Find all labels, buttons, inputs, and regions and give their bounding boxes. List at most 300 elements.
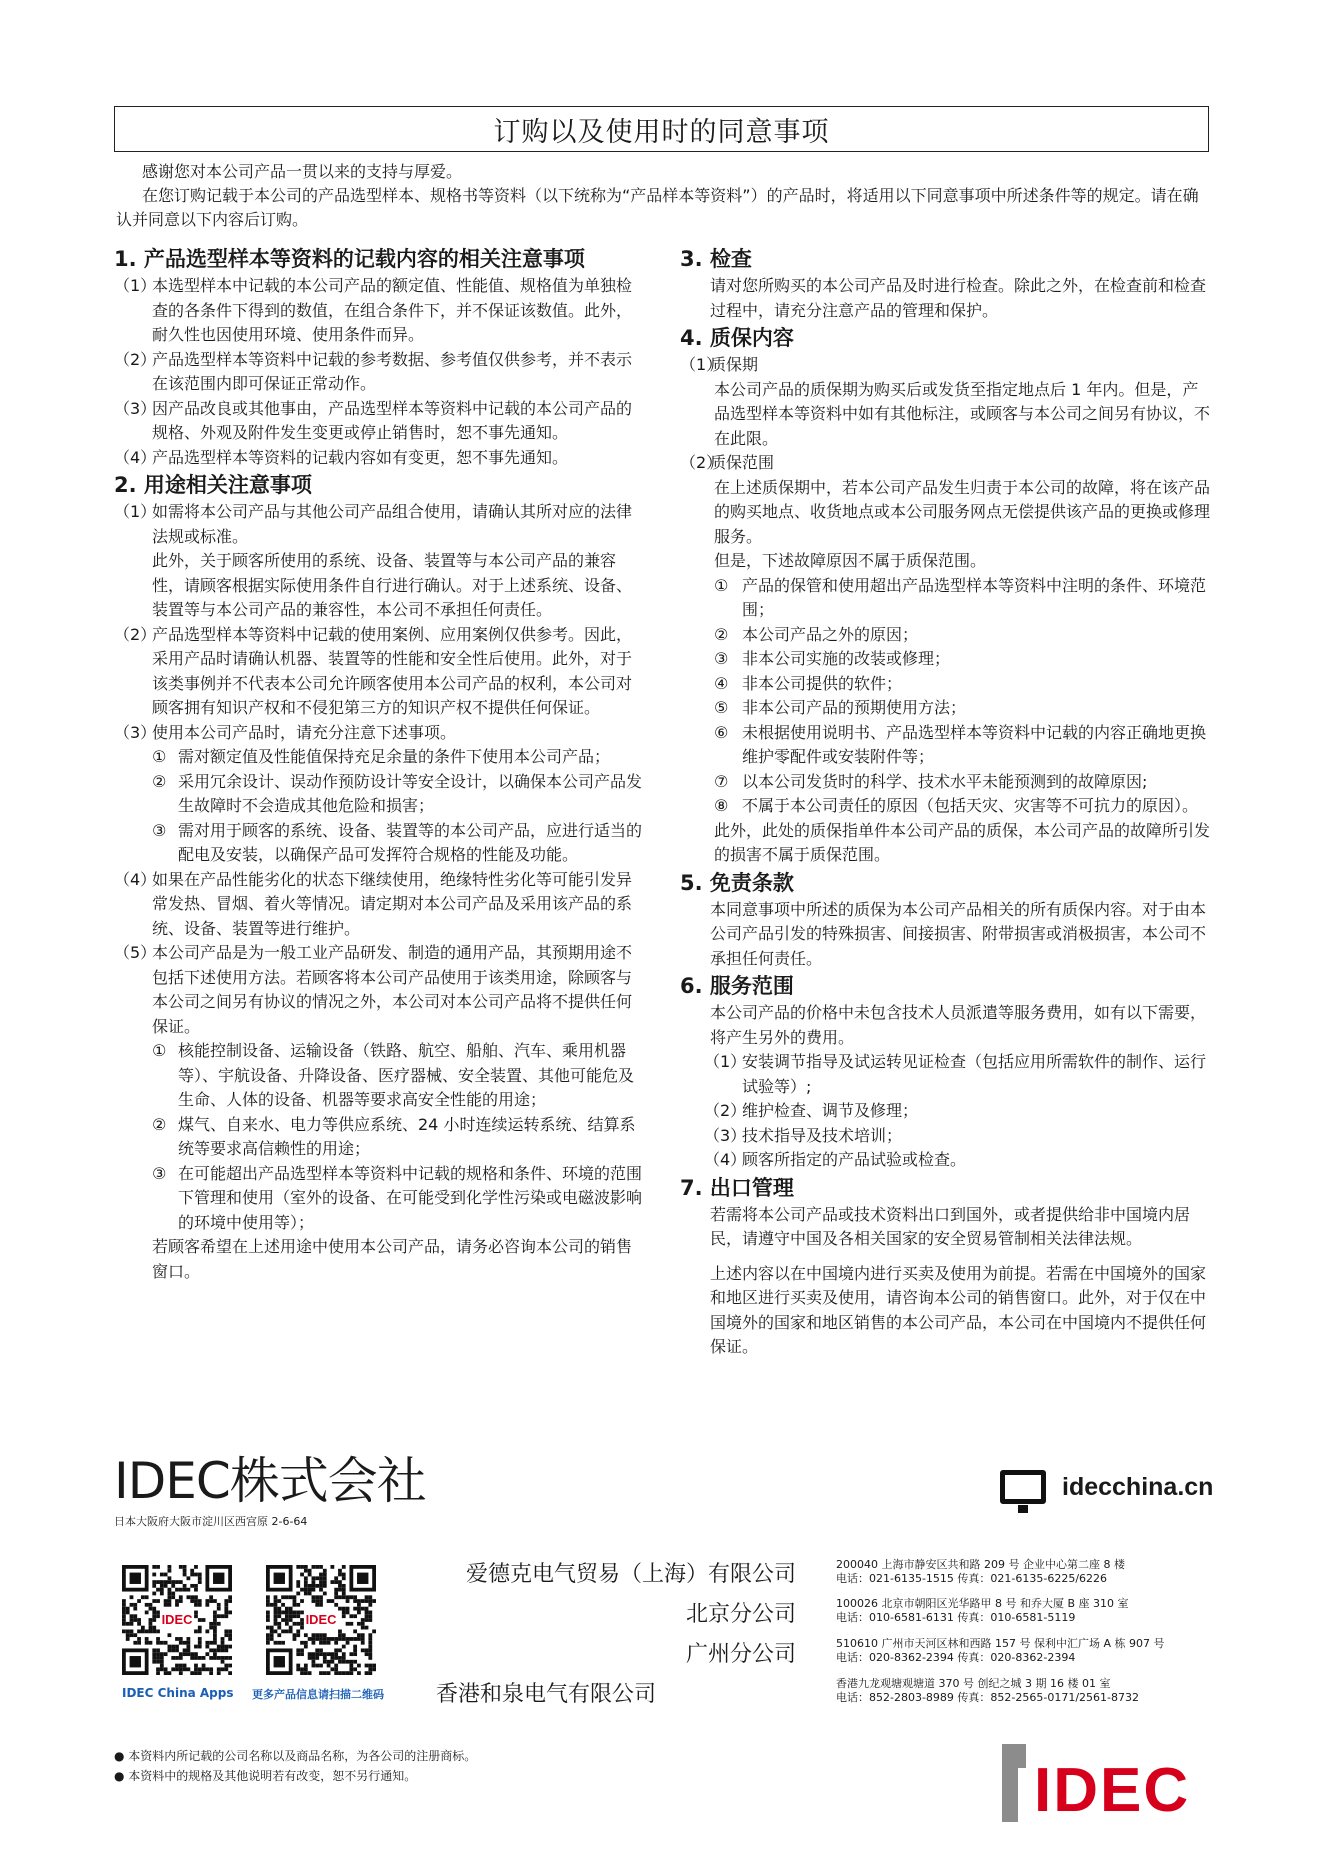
qr-module (315, 1603, 319, 1607)
qr-module (213, 1656, 217, 1660)
s3-text: 请对您所购买的本公司产品及时进行检查。除此之外，在检查前和检查过程中，请充分注意产品的管理和保护。 (710, 276, 1207, 320)
item-text: 本公司产品是为一般工业产品研发、制造的通用产品，其预期用途不包括下述使用方法。若顾客将本公司产品使用于该类用途，除顾客与本公司之间另有协议的情况之外，本公司对本公司产品将不提供任何保证。 (152, 943, 633, 1036)
address-line: 510610 广州市天河区林和西路 157 号 保利中汇广场 A 栋 907 号 (836, 1637, 1165, 1650)
qr-module (338, 1607, 342, 1611)
qr-module (368, 1664, 372, 1668)
qr-module (168, 1648, 172, 1652)
qr-module (213, 1629, 217, 1633)
qr-module (342, 1588, 346, 1592)
qr-module (168, 1595, 172, 1599)
qr-module (319, 1584, 323, 1588)
qr-module (277, 1633, 281, 1637)
qr-module (194, 1573, 198, 1577)
qr-module (346, 1671, 350, 1675)
qr-module (224, 1667, 228, 1671)
qr-module (327, 1660, 331, 1664)
office-address-hongkong (836, 1677, 1139, 1705)
qr-module (330, 1660, 334, 1664)
qr-module (224, 1645, 228, 1649)
qr-module (315, 1656, 319, 1660)
qr-module (171, 1592, 175, 1596)
qr-module (179, 1664, 183, 1668)
qr-module (319, 1671, 323, 1675)
qr-module (365, 1664, 369, 1668)
item-number: （3） (114, 398, 157, 418)
item-text: 需对用于顾客的系统、设备、装置等的本公司产品，应进行适当的配电及安装，以确保产品可发挥符合规格的性能及功能。 (178, 820, 643, 864)
office-name-shanghai: 爱德克电气贸易（上海）有限公司 (465, 1562, 796, 1587)
item-text: 产品选型样本等资料的记载内容如有变更，恕不事先通知。 (152, 447, 569, 467)
qr-module (274, 1618, 278, 1622)
qr-module (224, 1648, 228, 1652)
s2-item-1 (114, 500, 646, 549)
s1-item-1 (114, 274, 646, 348)
qr-module (346, 1622, 350, 1626)
qr-module (357, 1671, 361, 1675)
qr-module (315, 1576, 319, 1580)
qr-module (122, 1618, 126, 1622)
qr-module (293, 1611, 297, 1615)
qr-module (300, 1565, 304, 1569)
qr-module (168, 1565, 172, 1569)
qr-module (372, 1667, 376, 1671)
qr-module (164, 1584, 168, 1588)
qr-module (300, 1641, 304, 1645)
qr-module (190, 1656, 194, 1660)
qr-module (346, 1599, 350, 1603)
qr-module (168, 1588, 172, 1592)
qr-module (198, 1637, 202, 1641)
qr-module (304, 1584, 308, 1588)
qr-module (221, 1667, 225, 1671)
s4-exclusion-1 (680, 574, 1210, 623)
qr-module (190, 1595, 194, 1599)
item-number: ⑦ (714, 771, 729, 791)
website[interactable] (1000, 1470, 1213, 1504)
qr-module (179, 1565, 183, 1569)
qr-module (300, 1671, 304, 1675)
qr-module (349, 1595, 353, 1599)
qr-module (133, 1603, 137, 1607)
qr-module (323, 1652, 327, 1656)
qr-module (160, 1667, 164, 1671)
qr-module (312, 1588, 316, 1592)
qr-module (289, 1611, 293, 1615)
qr-module (152, 1656, 156, 1660)
qr-module (141, 1629, 145, 1633)
qr-module (194, 1645, 198, 1649)
item-number: ⑥ (714, 722, 729, 742)
qr-module (296, 1633, 300, 1637)
qr-module (186, 1641, 190, 1645)
qr-module (296, 1667, 300, 1671)
qr-module (266, 1618, 270, 1622)
qr-module (334, 1580, 338, 1584)
qr-module (194, 1664, 198, 1668)
qr-module (149, 1607, 153, 1611)
qr-module (156, 1565, 160, 1569)
monitor-icon (1000, 1470, 1046, 1504)
qr-module (145, 1603, 149, 1607)
qr-module (152, 1573, 156, 1577)
qr-module (186, 1576, 190, 1580)
s4-tail: 此外，此处的质保指单件本公司产品的质保，本公司产品的故障所引发的损害不属于质保范围。 (714, 820, 1211, 864)
qr-module (179, 1641, 183, 1645)
qr-module (346, 1607, 350, 1611)
qr-module (323, 1656, 327, 1660)
qr-module (308, 1592, 312, 1596)
s4-exclusion-6 (680, 721, 1210, 770)
section-4-heading: 4. 质保内容 (680, 326, 794, 350)
qr-module (164, 1599, 168, 1603)
qr-module (228, 1664, 232, 1668)
qr-module (293, 1622, 297, 1626)
qr-module (368, 1645, 372, 1649)
item-text: 使用本公司产品时，请充分注意下述事项。 (152, 722, 457, 742)
qr-module (289, 1595, 293, 1599)
qr-module (270, 1626, 274, 1630)
right-column (680, 244, 1210, 1360)
qr-module (281, 1603, 285, 1607)
qr-module (274, 1595, 278, 1599)
qr-module (168, 1645, 172, 1649)
qr-module (368, 1599, 372, 1603)
qr-module (338, 1671, 342, 1675)
qr-module (221, 1656, 225, 1660)
qr-module (213, 1599, 217, 1603)
qr-module (361, 1648, 365, 1652)
s4-item-2 (680, 451, 1210, 476)
qr-module (198, 1580, 202, 1584)
item-number: （3） (704, 1125, 747, 1145)
qr-module (319, 1576, 323, 1580)
qr-module (198, 1656, 202, 1660)
item-text: 非本公司产品的预期使用方法； (742, 698, 967, 717)
s6-item-2 (680, 1099, 1210, 1124)
qr-module (156, 1652, 160, 1656)
qr-module (296, 1580, 300, 1584)
qr-module (145, 1641, 149, 1645)
qr-module (160, 1573, 164, 1577)
qr-module (353, 1645, 357, 1649)
qr-module (171, 1667, 175, 1671)
qr-module (308, 1652, 312, 1656)
qr-module (213, 1648, 217, 1652)
item-number: ① (152, 1041, 167, 1060)
qr-module (346, 1660, 350, 1664)
qr-module (357, 1637, 361, 1641)
qr-module (130, 1629, 134, 1633)
s2-item-5-tail: 若顾客希望在上述用途中使用本公司产品，请务必咨询本公司的销售窗口。 (152, 1237, 633, 1281)
item-number: （3） (114, 722, 157, 742)
qr-module (323, 1580, 327, 1584)
qr-module (149, 1618, 153, 1622)
qr-module (160, 1580, 164, 1584)
qr-module (293, 1599, 297, 1603)
qr-module (183, 1573, 187, 1577)
qr-module (277, 1611, 281, 1615)
qr-module (175, 1637, 179, 1641)
qr-module (213, 1573, 224, 1584)
website-url[interactable]: idecchina.cn (1062, 1472, 1214, 1501)
qr-module (315, 1584, 319, 1588)
s6-item-1 (680, 1050, 1210, 1099)
qr-center-logo: IDEC (305, 1612, 337, 1628)
qr-module (312, 1641, 316, 1645)
section-2-heading: 2. 用途相关注意事项 (114, 473, 312, 497)
item-number: ① (714, 575, 729, 595)
qr-module (160, 1584, 164, 1588)
qr-module (122, 1629, 126, 1633)
qr-module (152, 1652, 156, 1656)
qr-module (183, 1641, 187, 1645)
qr-module (285, 1607, 289, 1611)
qr-module (312, 1580, 316, 1584)
qr-module (266, 1603, 270, 1607)
qr-module (156, 1637, 160, 1641)
qr-module (186, 1645, 190, 1649)
qr-module (353, 1652, 357, 1656)
qr-module (160, 1588, 164, 1592)
qr-module (160, 1664, 164, 1668)
qr-module (213, 1652, 217, 1656)
item-text: 技术指导及技术培训； (742, 1125, 903, 1145)
s1-item-2 (114, 348, 646, 397)
item-text: 质保范围 (710, 453, 775, 472)
qr-module (175, 1588, 179, 1592)
qr-module (296, 1652, 300, 1656)
qr-module (334, 1588, 338, 1592)
qr-module (194, 1611, 198, 1615)
qr-module (323, 1584, 327, 1588)
qr-module (365, 1626, 369, 1630)
qr-module (221, 1660, 225, 1664)
qr-module (323, 1633, 327, 1637)
qr-module (327, 1652, 331, 1656)
qr-module (349, 1652, 353, 1656)
qr-module (334, 1576, 338, 1580)
item-text: 不属于本公司责任的原因（包括天灾、灾害等不可抗力的原因）。 (742, 796, 1199, 815)
qr-module (289, 1618, 293, 1622)
item-text: 本公司产品之外的原因； (742, 624, 919, 644)
qr-module (342, 1573, 346, 1577)
s4-exclusion-8 (680, 794, 1210, 819)
qr-module (217, 1648, 221, 1652)
qr-module (361, 1599, 365, 1603)
qr-module (368, 1603, 372, 1607)
qr-module (277, 1614, 281, 1618)
qr-module (319, 1652, 323, 1656)
item-number: （1） (680, 355, 723, 374)
s7-text-2: 上述内容以在中国境内进行买卖及使用为前提。若需在中国境外的国家和地区进行买卖及使用，请咨询本公司的销售窗口。此外，对于仅在中国境外的国家和地区销售的本公司产品，本公司在中国境内不提供任何保证。 (710, 1263, 1207, 1356)
qr-module (209, 1626, 213, 1630)
qr-module (365, 1618, 369, 1622)
qr-module (217, 1667, 221, 1671)
qr-module (274, 1641, 278, 1645)
qr-module (171, 1645, 175, 1649)
qr-caption-products: 更多产品信息请扫描二维码 (252, 1688, 384, 1701)
item-text: 采用冗余设计、误动作预防设计等安全设计，以确保本公司产品发生故障时不会造成其他危险和损害； (178, 771, 643, 815)
qr-module (338, 1584, 342, 1588)
qr-module (175, 1580, 179, 1584)
spacer (680, 1252, 1210, 1262)
qr-module (133, 1614, 137, 1618)
item-text: 非本公司实施的改装或修理； (742, 649, 951, 668)
qr-module (175, 1648, 179, 1652)
qr-module (353, 1607, 357, 1611)
qr-module (133, 1633, 137, 1637)
qr-module (357, 1664, 361, 1668)
s2-item-3-a (114, 745, 646, 770)
qr-module (342, 1576, 346, 1580)
qr-module (194, 1667, 198, 1671)
qr-module (152, 1614, 156, 1618)
qr-module (224, 1629, 228, 1633)
s6-text: 本公司产品的价格中未包含技术人员派遣等服务费用，如有以下需要，将产生另外的费用。 (710, 1003, 1207, 1047)
qr-code-icon (122, 1565, 232, 1675)
qr-module (285, 1622, 289, 1626)
qr-module (342, 1660, 346, 1664)
qr-module (315, 1599, 319, 1603)
s2-item-5 (114, 941, 646, 1039)
office-name-beijing: 北京分公司 (685, 1602, 796, 1627)
qr-module (349, 1664, 353, 1668)
qr-module (194, 1565, 198, 1569)
qr-module (304, 1671, 308, 1675)
item-number: ⑧ (714, 796, 729, 815)
qr-module (308, 1588, 312, 1592)
qr-module (152, 1611, 156, 1615)
item-number: ② (714, 624, 729, 644)
qr-module (179, 1595, 183, 1599)
qr-module (346, 1595, 350, 1599)
company-address: 日本大阪府大阪市淀川区西宫原 2-6-64 (114, 1515, 308, 1528)
qr-module (209, 1648, 213, 1652)
qr-module (368, 1611, 372, 1615)
section-1-heading: 1. 产品选型样本等资料的记载内容的相关注意事项 (114, 247, 585, 271)
qr-module (270, 1633, 274, 1637)
item-number: （2） (114, 349, 157, 369)
qr-module (149, 1629, 153, 1633)
qr-module (160, 1660, 164, 1664)
qr-module (186, 1595, 190, 1599)
qr-module (224, 1664, 228, 1668)
qr-module (304, 1633, 308, 1637)
qr-module (330, 1656, 334, 1660)
qr-module (315, 1595, 319, 1599)
qr-module (349, 1637, 353, 1641)
qr-module (285, 1614, 289, 1618)
qr-module (365, 1652, 369, 1656)
item-number: （2） (704, 1101, 747, 1120)
qr-module (209, 1595, 213, 1599)
qr-module (357, 1633, 361, 1637)
qr-module (349, 1671, 353, 1675)
s2-item-5-a (114, 1039, 646, 1113)
qr-module (304, 1645, 308, 1649)
qr-caption-apps: IDEC China Apps (122, 1686, 234, 1700)
qr-module (342, 1592, 346, 1596)
qr-module (312, 1656, 316, 1660)
s4-item-1-text: 本公司产品的质保期为购买后或发货至指定地点后 1 年内。但是，产品选型样本等资料中如有其他标注，或顾客与本公司之间另有协议，不在此限。 (714, 379, 1211, 448)
qr-module (315, 1664, 319, 1668)
qr-module (372, 1664, 376, 1668)
qr-module (152, 1580, 156, 1584)
s2-item-1-cont: 此外，关于顾客所使用的系统、设备、装置等与本公司产品的兼容性，请顾客根据实际使用条件自行进行确认。对于上述系统、设备、装置等与本公司产品的兼容性，本公司不承担任何责任。 (152, 551, 633, 619)
address-line: 香港九龙观塘观塘道 370 号 创纪之城 3 期 16 楼 01 室 (836, 1677, 1111, 1690)
qr-module (285, 1611, 289, 1615)
qr-module (274, 1611, 278, 1615)
logo-gray-bar (1002, 1744, 1018, 1822)
qr-module (217, 1645, 221, 1649)
s1-item-3 (114, 397, 646, 446)
qr-module (353, 1629, 357, 1633)
section-7-heading: 7. 出口管理 (680, 1175, 794, 1200)
qr-module (266, 1614, 270, 1618)
qr-module (152, 1599, 156, 1603)
qr-module (357, 1603, 361, 1607)
qr-module (190, 1671, 194, 1675)
item-text: 以本公司发货时的科学、技术水平未能预测到的故障原因; (742, 771, 1148, 791)
qr-module (300, 1573, 304, 1577)
qr-module (205, 1641, 209, 1645)
qr-module (334, 1667, 338, 1671)
qr-module (141, 1626, 145, 1630)
qr-module (281, 1629, 285, 1633)
qr-module (323, 1573, 327, 1577)
qr-module (221, 1645, 225, 1649)
qr-module (186, 1637, 190, 1641)
qr-module (300, 1599, 304, 1603)
qr-module (221, 1637, 225, 1641)
s4-exclusion-4 (680, 672, 1210, 697)
qr-module (274, 1599, 278, 1603)
qr-module (300, 1667, 304, 1671)
qr-module (130, 1595, 134, 1599)
qr-module (330, 1580, 334, 1584)
qr-module (361, 1641, 365, 1645)
qr-module (171, 1648, 175, 1652)
qr-module (228, 1599, 232, 1603)
item-text: 在可能超出产品选型样本等资料中记载的规格和条件、环境的范围下管理和使用（室外的设备、在可能受到化学性污染或电磁波影响的环境中使用等）； (178, 1163, 643, 1232)
item-text: 未根据使用说明书、产品选型样本等资料中记载的内容正确地更换维护零配件或安装附件等； (742, 722, 1207, 766)
qr-module (353, 1648, 357, 1652)
qr-module (372, 1629, 376, 1633)
qr-module (289, 1614, 293, 1618)
intro-thanks: 感谢您对本公司产品一贯以来的支持与厚爱。 (142, 162, 463, 181)
qr-module (368, 1667, 372, 1671)
qr-module (312, 1595, 316, 1599)
qr-module (168, 1603, 172, 1607)
intro-terms: 在您订购记载于本公司的产品选型样本、规格书等资料（以下统称为“产品样本等资料”）的产品时，将适用以下同意事项中所述条件等的规定。请在确认并同意以下内容后订购。 (116, 186, 1199, 229)
phone-line: 电话：021-6135-1515 传真：021-6135-6225/6226 (836, 1572, 1108, 1585)
qr-module (342, 1637, 346, 1641)
qr-module (122, 1614, 126, 1618)
qr-module (357, 1622, 361, 1626)
qr-module (171, 1595, 175, 1599)
qr-module (156, 1611, 160, 1615)
qr-module (194, 1588, 198, 1592)
qr-module (304, 1565, 308, 1569)
office-address-guangzhou (836, 1637, 1164, 1665)
qr-module (357, 1611, 361, 1615)
qr-module (368, 1648, 372, 1652)
qr-module (312, 1584, 316, 1588)
qr-module (209, 1641, 213, 1645)
qr-module (334, 1652, 338, 1656)
qr-module (319, 1573, 323, 1577)
qr-module (274, 1607, 278, 1611)
qr-module (194, 1603, 198, 1607)
